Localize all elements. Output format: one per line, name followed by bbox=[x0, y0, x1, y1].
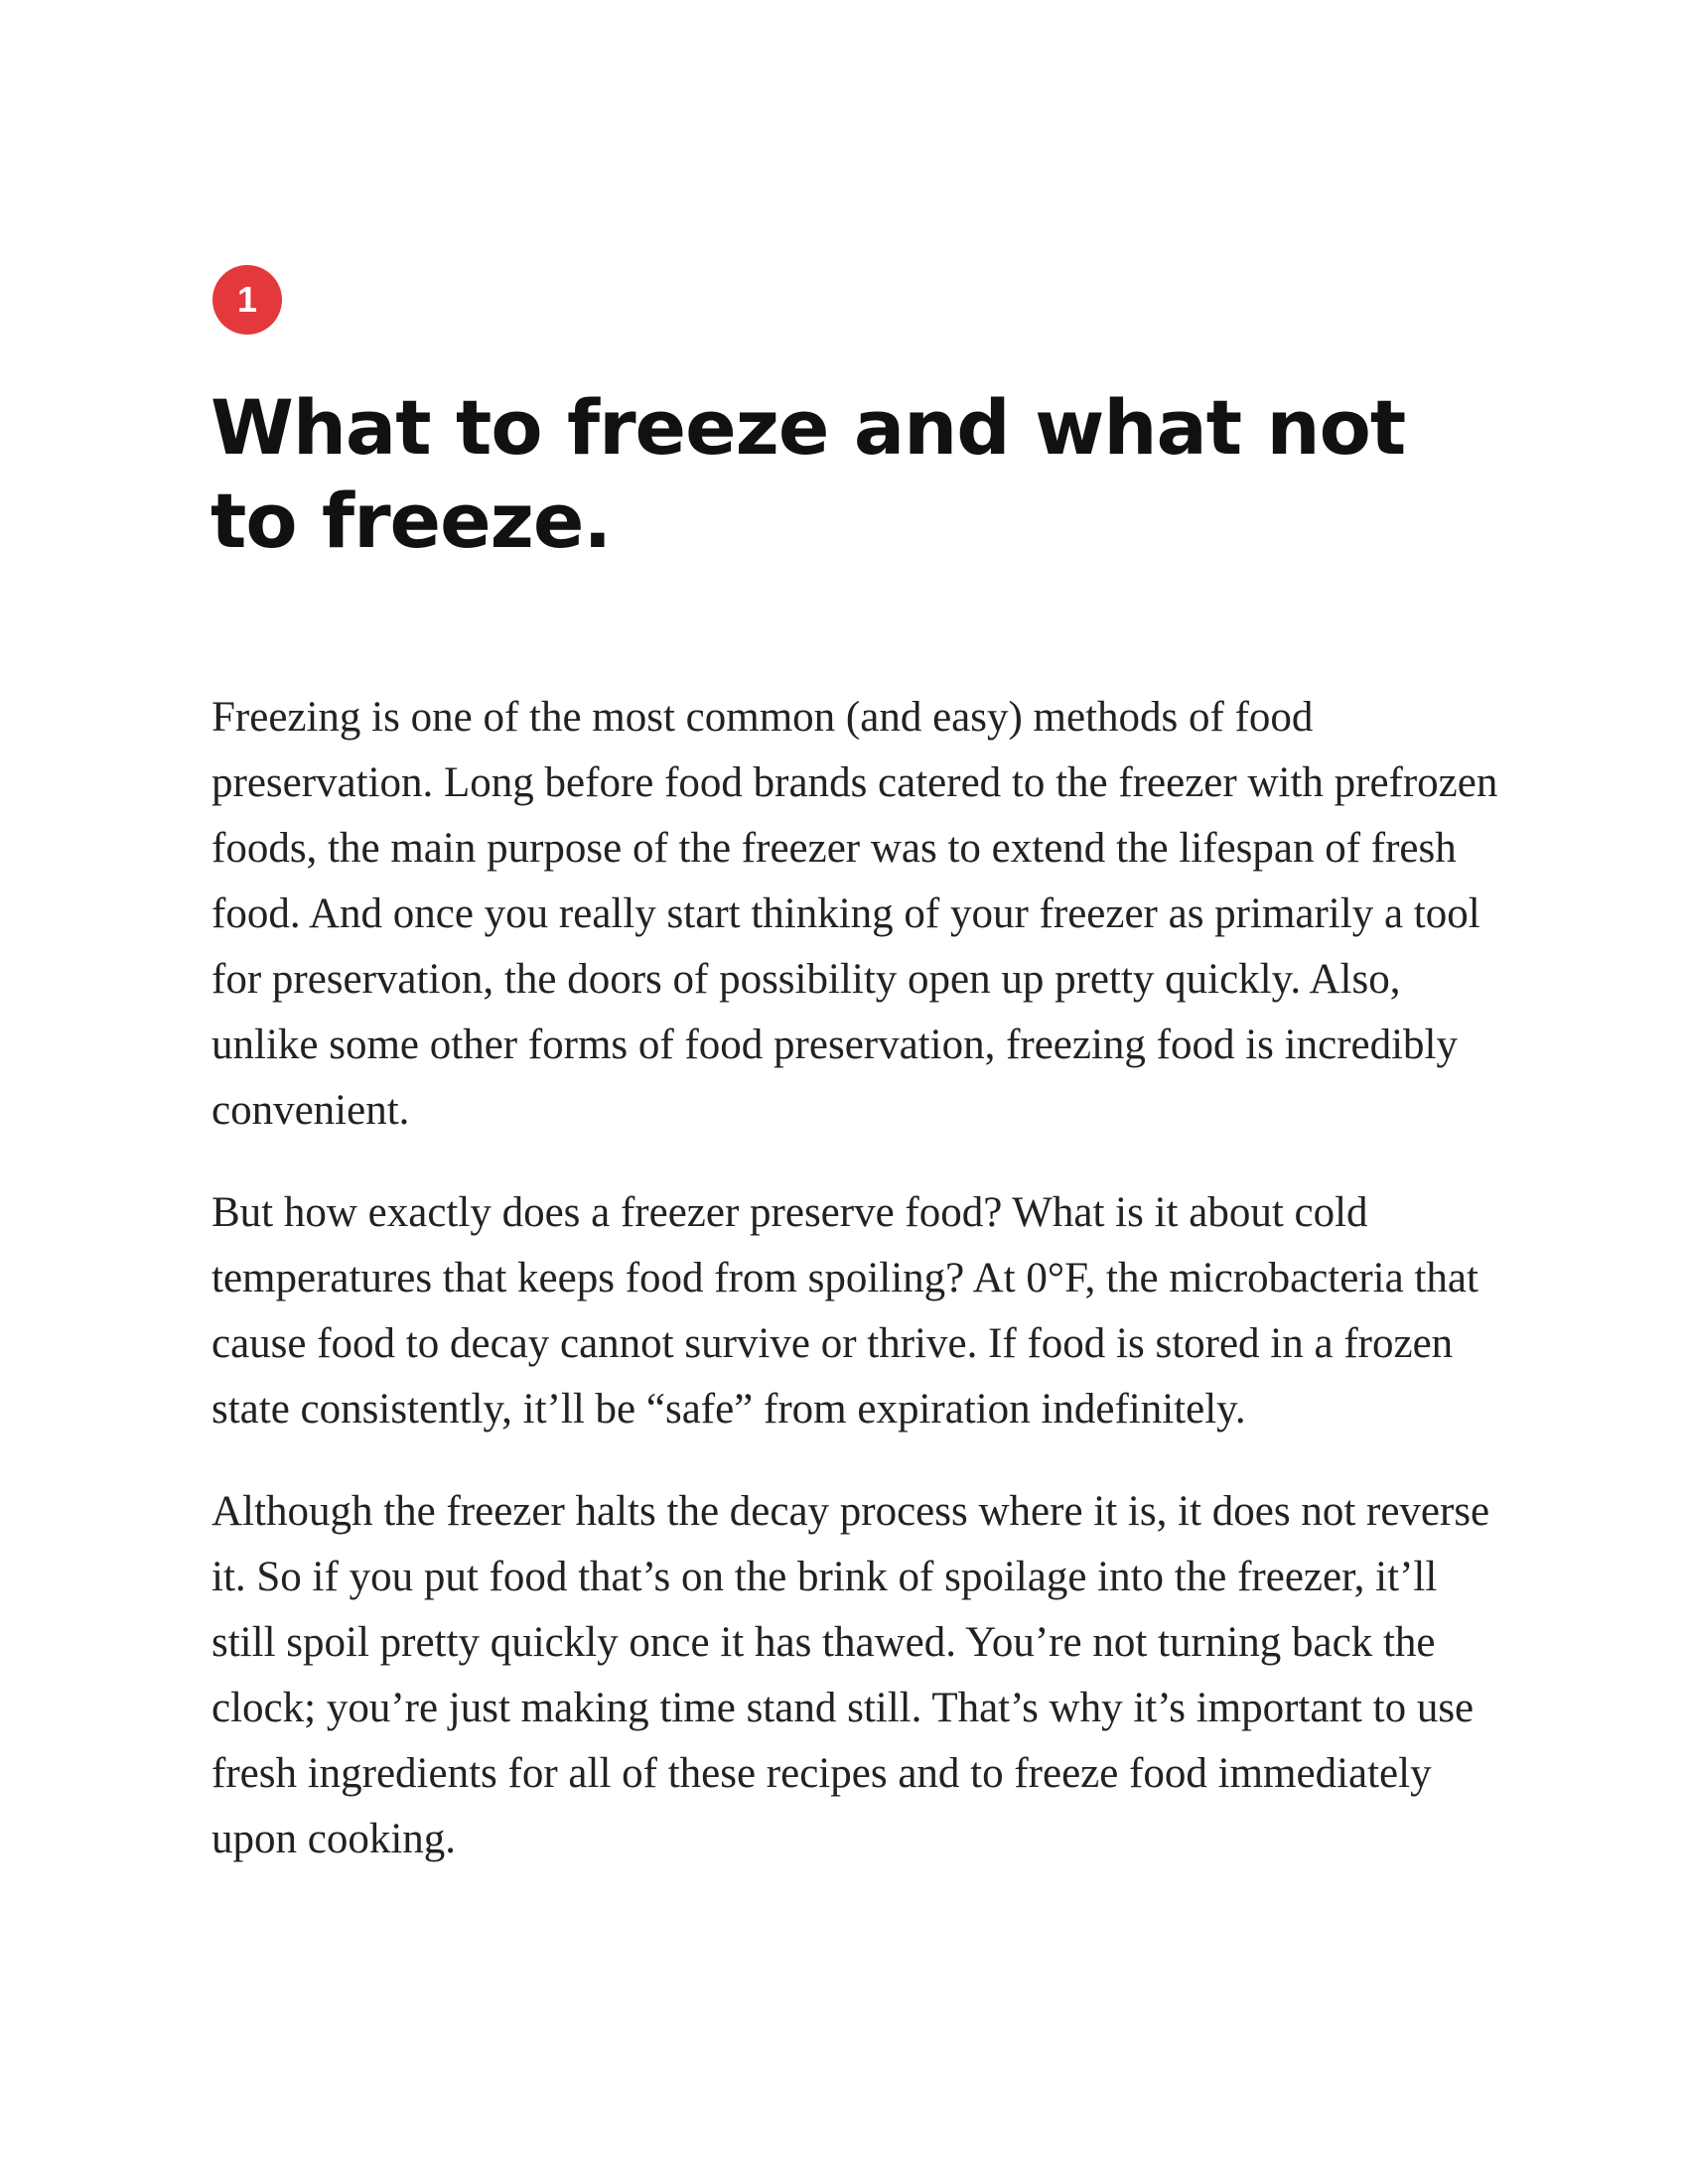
paragraph-3: Although the freezer halts the decay process where it is, it does not reverse it. So if you put food that’s on the brink of spoilage into the freezer, it’ll still spoil pretty quickly once it has thawed. You’re not turning back the clock; you’re just making time stand still. That’s why it’s important to use fresh ingredients for all of these recipes and to freeze food immediately upon cooking. bbox=[211, 1488, 1490, 1862]
chapter-number-badge: 1 bbox=[212, 265, 282, 335]
paragraph-1: Freezing is one of the most common (and easy) methods of food preservation. Long before food brands catered to the freezer with prefrozen foods, the main purpose of the freezer was to extend the lifespan of fresh food. And once you really start thinking of your freezer as primarily a tool for preservation, the doors of possibility open up pretty quickly. Also, unlike some other forms of food preservation, freezing food is incredibly convenient. bbox=[211, 694, 1498, 1134]
paragraph-2: But how exactly does a freezer preserve food? What is it about cold temperatures that keeps food from spoiling? At 0°F, the microbacteria that cause food to decay cannot survive or thrive. If food is stored in a frozen state consistently, it’ll be “safe” from expiration indefinitely. bbox=[211, 1189, 1478, 1433]
page-title: What to freeze and what not to freeze. bbox=[211, 383, 1406, 565]
body-text bbox=[211, 685, 1502, 1909]
